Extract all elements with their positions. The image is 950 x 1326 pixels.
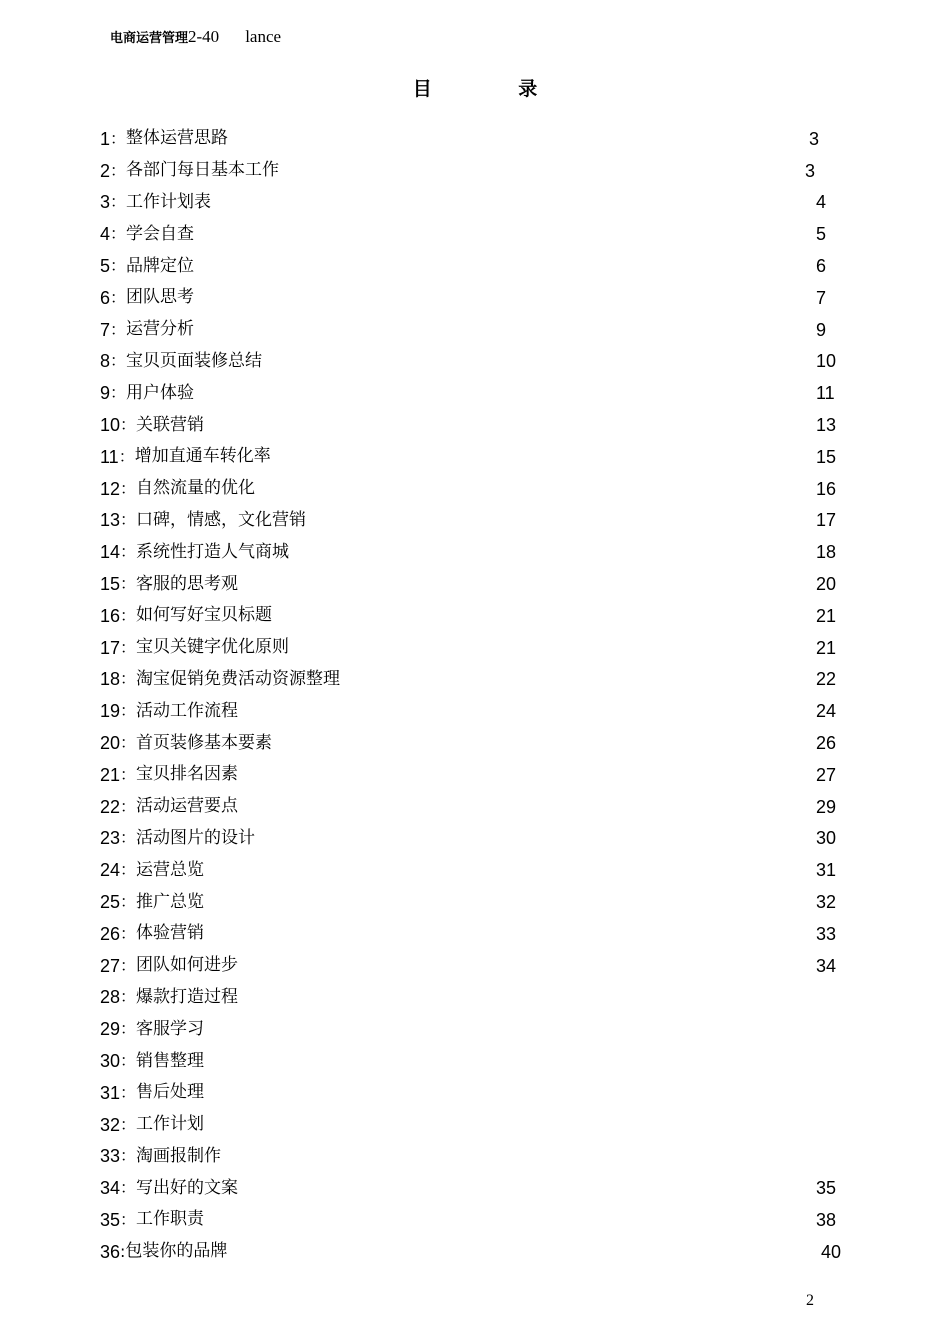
dot-leader (293, 543, 815, 561)
toc-entry-title: 淘宝促销免费活动资源整理 (136, 668, 341, 689)
toc-entry-title: 用户体验 (126, 382, 195, 403)
toc-entry-separator: ： (120, 1114, 137, 1134)
dot-leader (242, 702, 815, 720)
toc-entry-page: 16 (816, 478, 837, 499)
toc-entry-title: 售后处理 (136, 1082, 205, 1103)
toc-entry[interactable] (100, 377, 860, 409)
toc-entry-separator: ： (120, 1146, 137, 1166)
toc-entry-page: 35 (816, 1178, 837, 1199)
toc-entry-separator: ： (120, 510, 137, 530)
toc-entry-title: 自然流量的优化 (136, 478, 256, 499)
toc-entry-title: 包装你的品牌 (125, 1241, 228, 1262)
dot-leader (208, 925, 815, 943)
toc-entry-page: 33 (816, 923, 837, 944)
toc-entry-number: 24 (100, 860, 121, 881)
toc-entry-separator: ： (110, 351, 127, 371)
toc-entry-page: 3 (805, 160, 816, 181)
toc-entry-title: 团队思考 (126, 287, 195, 308)
toc-entry[interactable] (100, 1013, 860, 1045)
toc-entry-number: 22 (100, 796, 121, 817)
toc-entry-page: 21 (816, 605, 837, 626)
toc-entry[interactable] (100, 1109, 860, 1141)
toc-entry[interactable] (100, 600, 860, 632)
toc-entry-title: 学会自查 (126, 223, 195, 244)
toc-entry-title: 淘画报制作 (136, 1145, 222, 1166)
toc-entry[interactable] (100, 632, 860, 664)
toc-entry-title: 活动工作流程 (136, 700, 239, 721)
toc-entry-number: 31 (100, 1082, 121, 1103)
toc-entry-number: 18 (100, 669, 121, 690)
toc-entry-number: 32 (100, 1114, 121, 1135)
dot-leader (259, 480, 815, 498)
toc-entry-number: 29 (100, 1019, 121, 1040)
toc-entry-number: 26 (100, 923, 121, 944)
toc-entry[interactable] (100, 409, 860, 441)
toc-entry[interactable] (100, 1141, 860, 1173)
toc-entry-separator: ： (120, 605, 137, 625)
toc-entry-separator: : (120, 1241, 126, 1261)
toc-entry-separator: ： (110, 319, 127, 339)
toc-entry-page: 34 (816, 955, 837, 976)
toc-entry-number: 20 (100, 733, 121, 754)
dot-leader (242, 798, 815, 816)
toc-entry-page: 30 (816, 828, 837, 849)
toc-entry-title: 客服学习 (136, 1018, 205, 1039)
dot-leader (242, 575, 815, 593)
header-page-range: 2-40 (188, 27, 220, 46)
toc-entry[interactable] (100, 568, 860, 600)
dot-leader (266, 352, 815, 370)
toc-entry-number: 4 (100, 224, 111, 245)
dot-leader (344, 670, 815, 688)
toc-entry-title: 各部门每日基本工作 (126, 160, 280, 181)
toc-entry[interactable] (100, 950, 860, 982)
dot-leader (276, 607, 815, 625)
toc-entry-number: 10 (100, 415, 121, 436)
toc-entry-title: 品牌定位 (126, 255, 195, 276)
toc-entry[interactable] (100, 727, 860, 759)
dot-leader (208, 861, 815, 879)
toc-entry-number: 30 (100, 1051, 121, 1071)
dot-leader (208, 893, 815, 911)
toc-entry-number: 2 (100, 160, 111, 181)
toc-entry-number: 8 (100, 351, 111, 372)
toc-entry-number: 13 (100, 510, 121, 531)
toc-entry-separator: ： (120, 478, 137, 498)
toc-entry[interactable] (100, 886, 860, 918)
toc-entry-separator: ： (120, 1051, 137, 1070)
toc-entry-separator: ： (120, 764, 137, 784)
toc-entry-title: 爆款打造过程 (136, 986, 239, 1007)
toc-entry-title: 关联营销 (136, 414, 205, 435)
toc-entry-separator: ： (120, 955, 137, 975)
toc-entry-number: 3 (100, 192, 111, 213)
toc-entry-page: 22 (816, 669, 837, 690)
toc-entry[interactable] (100, 1172, 860, 1204)
toc-entry-title: 运营分析 (126, 319, 195, 340)
toc-entry-title: 系统性打造人气商城 (136, 541, 290, 562)
toc-entry-page: 31 (816, 860, 837, 881)
dot-leader (259, 829, 815, 847)
toc-entry-separator: ： (110, 192, 127, 212)
toc-entry-title: 写出好的文案 (136, 1177, 239, 1198)
toc-entry-page: 7 (816, 287, 827, 308)
toc-entry-title: 宝贝页面装修总结 (126, 350, 263, 371)
dot-leader (198, 225, 815, 243)
toc-entry[interactable] (100, 473, 860, 505)
toc-entry-number: 35 (100, 1209, 121, 1230)
toc-entry-separator: ： (110, 160, 127, 180)
toc-entry-separator: ： (110, 128, 127, 148)
toc-entry-page: 10 (816, 351, 837, 372)
toc-entry-page: 15 (816, 446, 837, 467)
toc-entry[interactable] (100, 1204, 860, 1236)
dot-leader (275, 448, 815, 466)
page-header (110, 27, 281, 47)
dot-leader (198, 384, 815, 402)
header-author: lance (245, 27, 282, 46)
toc-entry-number: 7 (100, 319, 111, 340)
toc-entry-title: 工作计划 (136, 1114, 205, 1135)
toc-entry-title: 销售整理 (136, 1050, 205, 1071)
toc-entry-title: 宝贝排名因素 (136, 764, 239, 785)
toc-entry[interactable] (100, 982, 860, 1014)
toc-entry-title: 活动运营要点 (136, 796, 239, 817)
dot-leader (310, 511, 815, 529)
toc-entry-title: 客服的思考观 (136, 573, 239, 594)
toc-entry-separator: ： (120, 574, 137, 594)
toc-entry[interactable] (100, 536, 860, 568)
toc-entry-page: 17 (816, 510, 837, 531)
toc-entry-number: 36 (100, 1241, 121, 1262)
toc-entry-number: 9 (100, 383, 111, 404)
toc-entry-number: 23 (100, 828, 121, 849)
toc-entry[interactable] (100, 695, 860, 727)
toc-entry-title: 体验营销 (136, 923, 205, 944)
toc-entry-title: 工作计划表 (126, 191, 212, 212)
toc-entry-separator: ： (120, 542, 137, 562)
toc-entry-separator: ： (120, 796, 137, 816)
toc-entry-title: 活动图片的设计 (136, 827, 256, 848)
toc-entry[interactable] (100, 1077, 860, 1109)
toc-entry-separator: ： (118, 446, 135, 466)
toc-entry[interactable] (100, 791, 860, 823)
dot-leader (283, 162, 804, 180)
toc-entry-number: 25 (100, 892, 121, 913)
toc-entry[interactable] (100, 1045, 860, 1077)
dot-leader (293, 639, 815, 657)
toc-entry-number: 17 (100, 637, 121, 658)
toc-entry-separator: ： (110, 256, 127, 276)
dot-leader (198, 321, 815, 339)
toc-entry-separator: ： (110, 383, 127, 403)
toc-entry-separator: ： (120, 1082, 137, 1102)
toc-entry-separator: ： (120, 860, 137, 880)
toc-entry-page: 40 (821, 1241, 842, 1262)
toc-entry-separator: ： (120, 701, 137, 721)
toc-entry-title: 团队如何进步 (136, 955, 239, 976)
toc-entry-separator: ： (110, 224, 127, 244)
toc-entry-page: 26 (816, 733, 837, 754)
toc-entry[interactable] (100, 123, 860, 155)
dot-leader (242, 766, 815, 784)
toc-entry[interactable] (100, 250, 860, 282)
header-doc-title: 电商运营管理 (110, 31, 189, 46)
toc-entry[interactable] (100, 282, 860, 314)
toc-entry[interactable] (100, 854, 860, 886)
page-number: 2 (806, 1292, 814, 1309)
dot-leader (276, 734, 815, 752)
toc-entry-separator: ： (120, 828, 137, 848)
toc-entry-number: 5 (100, 256, 111, 277)
dot-leader (198, 257, 815, 275)
toc-entry-separator: ： (120, 669, 137, 689)
toc-entry-page: 32 (816, 892, 837, 913)
toc-entry-number: 33 (100, 1146, 121, 1167)
toc-entry[interactable] (100, 441, 860, 473)
toc-entry-page: 4 (816, 192, 827, 213)
toc-entry-number: 28 (100, 987, 121, 1008)
toc-entry-separator: ： (120, 637, 137, 657)
toc-entry-number: 12 (100, 478, 121, 499)
toc-entry-title: 整体运营思路 (126, 128, 229, 149)
dot-leader (242, 1179, 815, 1197)
toc-entry-separator: ： (120, 1178, 137, 1198)
toc-entry-title: 增加直通车转化率 (134, 446, 271, 467)
toc-entry[interactable] (100, 155, 860, 187)
dot-leader (232, 130, 808, 148)
toc-entry[interactable] (100, 1236, 860, 1268)
toc-entry[interactable] (100, 918, 860, 950)
toc-entry-title: 宝贝关键字优化原则 (136, 637, 290, 658)
toc-entry-page: 13 (816, 415, 837, 436)
toc-entry-page: 27 (816, 764, 837, 785)
toc-entry[interactable] (100, 314, 860, 346)
dot-leader (198, 289, 815, 307)
toc-entry-page: 9 (816, 319, 827, 340)
toc-entry-separator: ： (120, 415, 137, 435)
toc-entry-separator: ： (120, 733, 137, 753)
toc-entry-page: 3 (809, 128, 820, 149)
toc-entry-title: 工作职责 (136, 1209, 205, 1230)
toc-entry[interactable] (100, 505, 860, 537)
toc-entry-title: 运营总览 (136, 859, 205, 880)
toc-entry-title: 口碑，情感，文化营销 (136, 509, 307, 530)
toc-entry[interactable] (100, 346, 860, 378)
toc-title: 目 录 (412, 78, 578, 100)
dot-leader (242, 957, 815, 975)
table-of-contents (100, 123, 860, 1268)
toc-entry-number: 15 (100, 574, 121, 595)
toc-entry-number: 27 (100, 955, 121, 976)
toc-entry-number: 1 (100, 128, 111, 149)
dot-leader (208, 1211, 815, 1229)
toc-entry[interactable] (100, 664, 860, 696)
toc-entry-page: 18 (816, 542, 837, 563)
toc-entry-separator: ： (120, 1019, 137, 1039)
dot-leader (231, 1243, 820, 1261)
toc-entry-separator: ： (120, 923, 137, 943)
toc-entry-number: 34 (100, 1178, 121, 1199)
toc-entry-separator: ： (110, 287, 127, 307)
toc-entry-separator: ： (120, 1209, 137, 1229)
dot-leader (215, 193, 815, 211)
toc-entry-separator: ： (120, 987, 137, 1007)
toc-entry-page: 11 (816, 383, 835, 404)
toc-entry-page: 5 (816, 224, 827, 245)
toc-entry-page: 21 (816, 637, 837, 658)
toc-entry-page: 24 (816, 701, 837, 722)
toc-entry-title: 推广总览 (136, 891, 205, 912)
toc-entry-page: 38 (816, 1209, 837, 1230)
toc-entry[interactable] (100, 187, 860, 219)
toc-entry-title: 首页装修基本要素 (136, 732, 273, 753)
toc-entry[interactable] (100, 823, 860, 855)
toc-entry-page: 20 (816, 574, 837, 595)
dot-leader (208, 416, 815, 434)
toc-entry-number: 14 (100, 542, 121, 563)
toc-entry-title: 如何写好宝贝标题 (136, 605, 273, 626)
toc-entry-number: 11 (100, 446, 119, 467)
toc-entry-number: 6 (100, 287, 111, 308)
toc-entry-number: 16 (100, 605, 121, 626)
toc-entry-number: 21 (100, 764, 121, 785)
toc-entry[interactable] (100, 759, 860, 791)
toc-entry-page: 6 (816, 256, 827, 277)
toc-entry[interactable] (100, 218, 860, 250)
toc-entry-separator: ： (120, 892, 137, 912)
toc-entry-number: 19 (100, 701, 121, 722)
toc-entry-page: 29 (816, 796, 837, 817)
